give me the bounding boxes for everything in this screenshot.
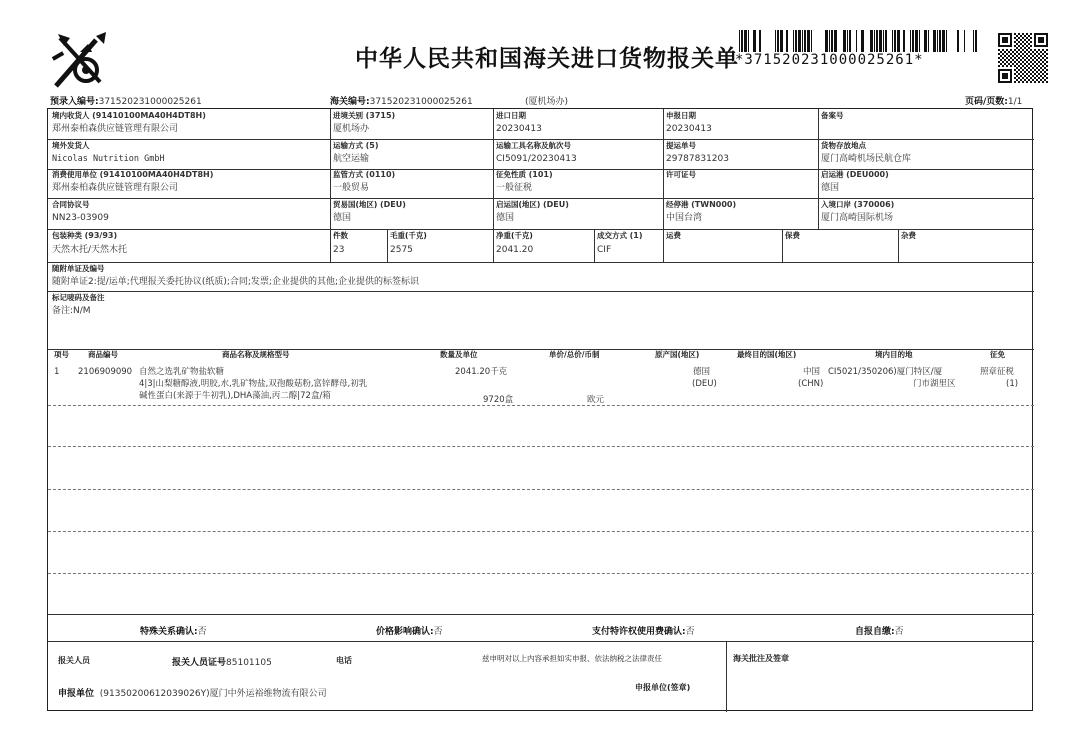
col-levy: 征免 (990, 350, 1005, 359)
vessel-label: 运输工具名称及航次号 (496, 141, 571, 150)
entry-place-value: 厦门高崎国际机场 (821, 213, 894, 223)
transport-mode-value: 航空运输 (333, 154, 370, 164)
self-declare-value: 否 (894, 627, 904, 637)
transport-mode-label-text: 运输方式 (333, 141, 363, 150)
legal-statement: 兹申明对以上内容承担如实申报、依法纳税之法律责任 (482, 654, 662, 663)
royalty-confirm (592, 624, 695, 637)
trade-country-label (333, 201, 406, 209)
pre-entry-label: 预录入编号: (50, 97, 99, 107)
trade-country-label-text: 贸易国(地区) (333, 200, 378, 209)
depart-country-value: 德国 (496, 213, 515, 223)
bill-label: 提运单号 (666, 141, 696, 150)
depart-country-label-text: 启运国(地区) (496, 200, 541, 209)
transit-port-code: (TWN000) (691, 200, 737, 209)
royalty-label: 支付特许权使用费确认: (592, 627, 686, 637)
goods-domestic-line2: 门市湖里区 (913, 379, 956, 389)
customs-emblem-icon (50, 30, 110, 90)
trade-country-code: (DEU) (379, 200, 406, 209)
levy-value: 一般征税 (496, 183, 533, 193)
transit-port-label (666, 201, 736, 209)
page-label: 页码/页数: (965, 97, 1008, 107)
declare-date-value: 20230413 (666, 124, 712, 134)
license-label: 许可证号 (666, 170, 696, 179)
supervision-value: 一般贸易 (333, 183, 370, 193)
entry-place-label (821, 201, 894, 209)
origin-port-label-text: 启运港 (821, 170, 844, 179)
goods-qty-weight: 2041.20千克 (455, 367, 508, 377)
misc-fee-label: 杂费 (901, 231, 916, 240)
col-name-spec: 商品名称及规格型号 (222, 350, 290, 359)
contract-label: 合同协议号 (52, 200, 90, 209)
self-declare-label: 自报自缴: (855, 627, 895, 637)
goods-dest-code: (CHN) (798, 379, 824, 389)
consignee-code: (91410100MA40H4DT8H) (92, 111, 206, 120)
goods-levy-code: (1) (1006, 379, 1019, 389)
goods-origin: 德国 (693, 367, 711, 377)
depart-country-code: (DEU) (542, 200, 569, 209)
vessel-value: CI5091/20230413 (496, 154, 577, 164)
deal-code: (1) (629, 231, 643, 240)
entry-port-label-text: 进境关别 (333, 111, 363, 120)
package-label (52, 232, 117, 240)
transport-mode-code: (5) (365, 141, 379, 150)
package-value: 天然木托/天然木托 (52, 245, 128, 255)
col-domestic-dest: 境内目的地 (875, 350, 913, 359)
pre-entry-value: 371520231000025261 (98, 97, 202, 107)
levy-code: (101) (528, 170, 553, 179)
supervision-label (333, 171, 395, 179)
qr-code (998, 33, 1048, 83)
customs-site: (厦机场办) (525, 97, 569, 107)
origin-port-code: (DEU000) (846, 170, 889, 179)
declaration-form (47, 108, 1033, 711)
barcode-number: *371520231000025261* (735, 52, 924, 68)
storage-label: 货物存放地点 (821, 141, 866, 150)
trade-country-value: 德国 (333, 213, 352, 223)
customs-number-label: 海关编号: (330, 97, 370, 107)
entry-place-label-text: 入境口岸 (821, 200, 851, 209)
consumer-label (52, 171, 213, 179)
contract-value: NN23-03909 (52, 213, 109, 223)
entry-place-code: (370006) (853, 200, 895, 209)
phone-label: 电话 (336, 656, 352, 665)
origin-port-value: 德国 (821, 183, 840, 193)
insurance-label: 保费 (785, 231, 800, 240)
consumer-code: (91410100MA40H4DT8H) (99, 170, 214, 179)
special-relation-confirm (140, 624, 207, 637)
net-weight-label: 净重(千克) (496, 231, 533, 240)
entry-port-label (333, 112, 395, 120)
page-indicator (965, 94, 1022, 107)
declarer-cert (172, 655, 272, 668)
price-impact-label: 价格影响确认: (376, 627, 434, 637)
goods-hs-code: 2106909090 (78, 367, 133, 377)
col-final-dest: 最终目的国(地区) (737, 350, 797, 359)
declaring-unit-code: (91350200612039026Y) (99, 689, 210, 699)
import-date-label: 进口日期 (496, 111, 526, 120)
goods-dest: 中国 (803, 367, 821, 377)
declaring-unit-sign-label: 申报单位(签章) (635, 683, 691, 692)
package-code: (93/93) (84, 231, 118, 240)
declarer-cert-label: 报关人员证号 (172, 658, 227, 668)
royalty-value: 否 (685, 627, 695, 637)
consignee-label-text: 境内收货人 (52, 111, 90, 120)
col-price: 单价/总价/币制 (549, 350, 600, 359)
marks-value: 备注:N/M (52, 306, 91, 316)
declaring-unit (58, 686, 327, 699)
storage-value: 厦门高崎机场民航仓库 (821, 154, 912, 164)
page-value: 1/1 (1007, 97, 1023, 107)
col-qty-unit: 数量及单位 (440, 350, 478, 359)
goods-domestic-line1: CI5021/350206)厦门特区/厦 (828, 367, 943, 377)
special-relation-label: 特殊关系确认: (140, 627, 198, 637)
goods-spec-line2: 碱性蛋白(来源于牛初乳),DHA藻油,丙二醇|72盒/箱 (139, 391, 331, 401)
special-relation-value: 否 (197, 627, 207, 637)
depart-country-label (496, 201, 569, 209)
goods-levy: 照章征税 (980, 367, 1015, 377)
goods-name: 自然之选乳矿物盐软糖 (139, 367, 225, 377)
import-date-value: 20230413 (496, 124, 542, 134)
deal-value: CIF (597, 245, 612, 255)
pieces-value: 23 (333, 245, 345, 255)
self-declare-confirm (855, 624, 904, 637)
goods-item-no: 1 (54, 367, 60, 377)
document-title: 中华人民共和国海关进口货物报关单 (355, 46, 739, 72)
bill-value: 29787831203 (666, 154, 729, 164)
declarer-cert-value: 85101105 (226, 658, 272, 668)
customs-number (330, 94, 473, 107)
transit-port-label-text: 经停港 (666, 200, 689, 209)
transport-mode-label (333, 142, 379, 150)
col-item-no: 项号 (54, 350, 69, 359)
consignee-name: 郑州泰柏森供应链管理有限公司 (52, 124, 179, 134)
goods-origin-code: (DEU) (692, 379, 717, 389)
gross-weight-value: 2575 (390, 245, 413, 255)
deal-label-text: 成交方式 (597, 231, 627, 240)
consumer-name: 郑州泰柏森供应链管理有限公司 (52, 183, 179, 193)
supervision-code: (0110) (365, 170, 396, 179)
declaring-unit-label: 申报单位 (58, 689, 95, 699)
goods-spec-line1: 4|3|山梨糖醇液,明胶,水,乳矿物盐,双孢酸菇粉,富锌酵母,初乳 (139, 379, 368, 389)
entry-port-name: 厦机场办 (333, 124, 370, 134)
goods-currency: 欧元 (587, 395, 605, 405)
shipper-value: Nicolas Nutrition GmbH (52, 154, 165, 164)
docs-label: 随附单证及编号 (52, 264, 105, 273)
gross-weight-label: 毛重(千克) (390, 231, 427, 240)
declaring-unit-name: 厦门中外运裕维物流有限公司 (209, 689, 327, 699)
shipper-label: 境外发货人 (52, 141, 90, 150)
entry-port-code: (3715) (365, 111, 396, 120)
consignee-label (52, 112, 206, 120)
levy-label (496, 171, 553, 179)
declarer-label: 报关人员 (58, 656, 90, 665)
customs-note-label: 海关批注及签章 (733, 654, 789, 663)
price-impact-value: 否 (433, 627, 443, 637)
origin-port-label (821, 171, 889, 179)
pre-entry-number (50, 94, 202, 107)
net-weight-value: 2041.20 (496, 245, 534, 255)
levy-label-text: 征免性质 (496, 170, 526, 179)
col-origin: 原产国(地区) (655, 350, 700, 359)
docs-value: 随附单证2:提/运单;代理报关委托协议(纸质);合同;发票;企业提供的其他;企业提供的标签标识 (52, 277, 419, 287)
goods-qty-count: 9720盒 (483, 395, 514, 405)
barcode (735, 30, 980, 52)
package-label-text: 包装种类 (52, 231, 82, 240)
customs-number-value: 371520231000025261 (369, 97, 473, 107)
transit-port-value: 中国台湾 (666, 213, 703, 223)
deal-label (597, 232, 643, 240)
declare-date-label: 申报日期 (666, 111, 696, 120)
record-no-label: 备案号 (821, 111, 844, 120)
consumer-label-text: 消费使用单位 (52, 170, 97, 179)
col-hs-code: 商品编号 (88, 350, 118, 359)
pieces-label: 件数 (333, 231, 348, 240)
freight-label: 运费 (666, 231, 681, 240)
price-impact-confirm (376, 624, 443, 637)
marks-label: 标记唛码及备注 (52, 293, 105, 302)
supervision-label-text: 监管方式 (333, 170, 363, 179)
